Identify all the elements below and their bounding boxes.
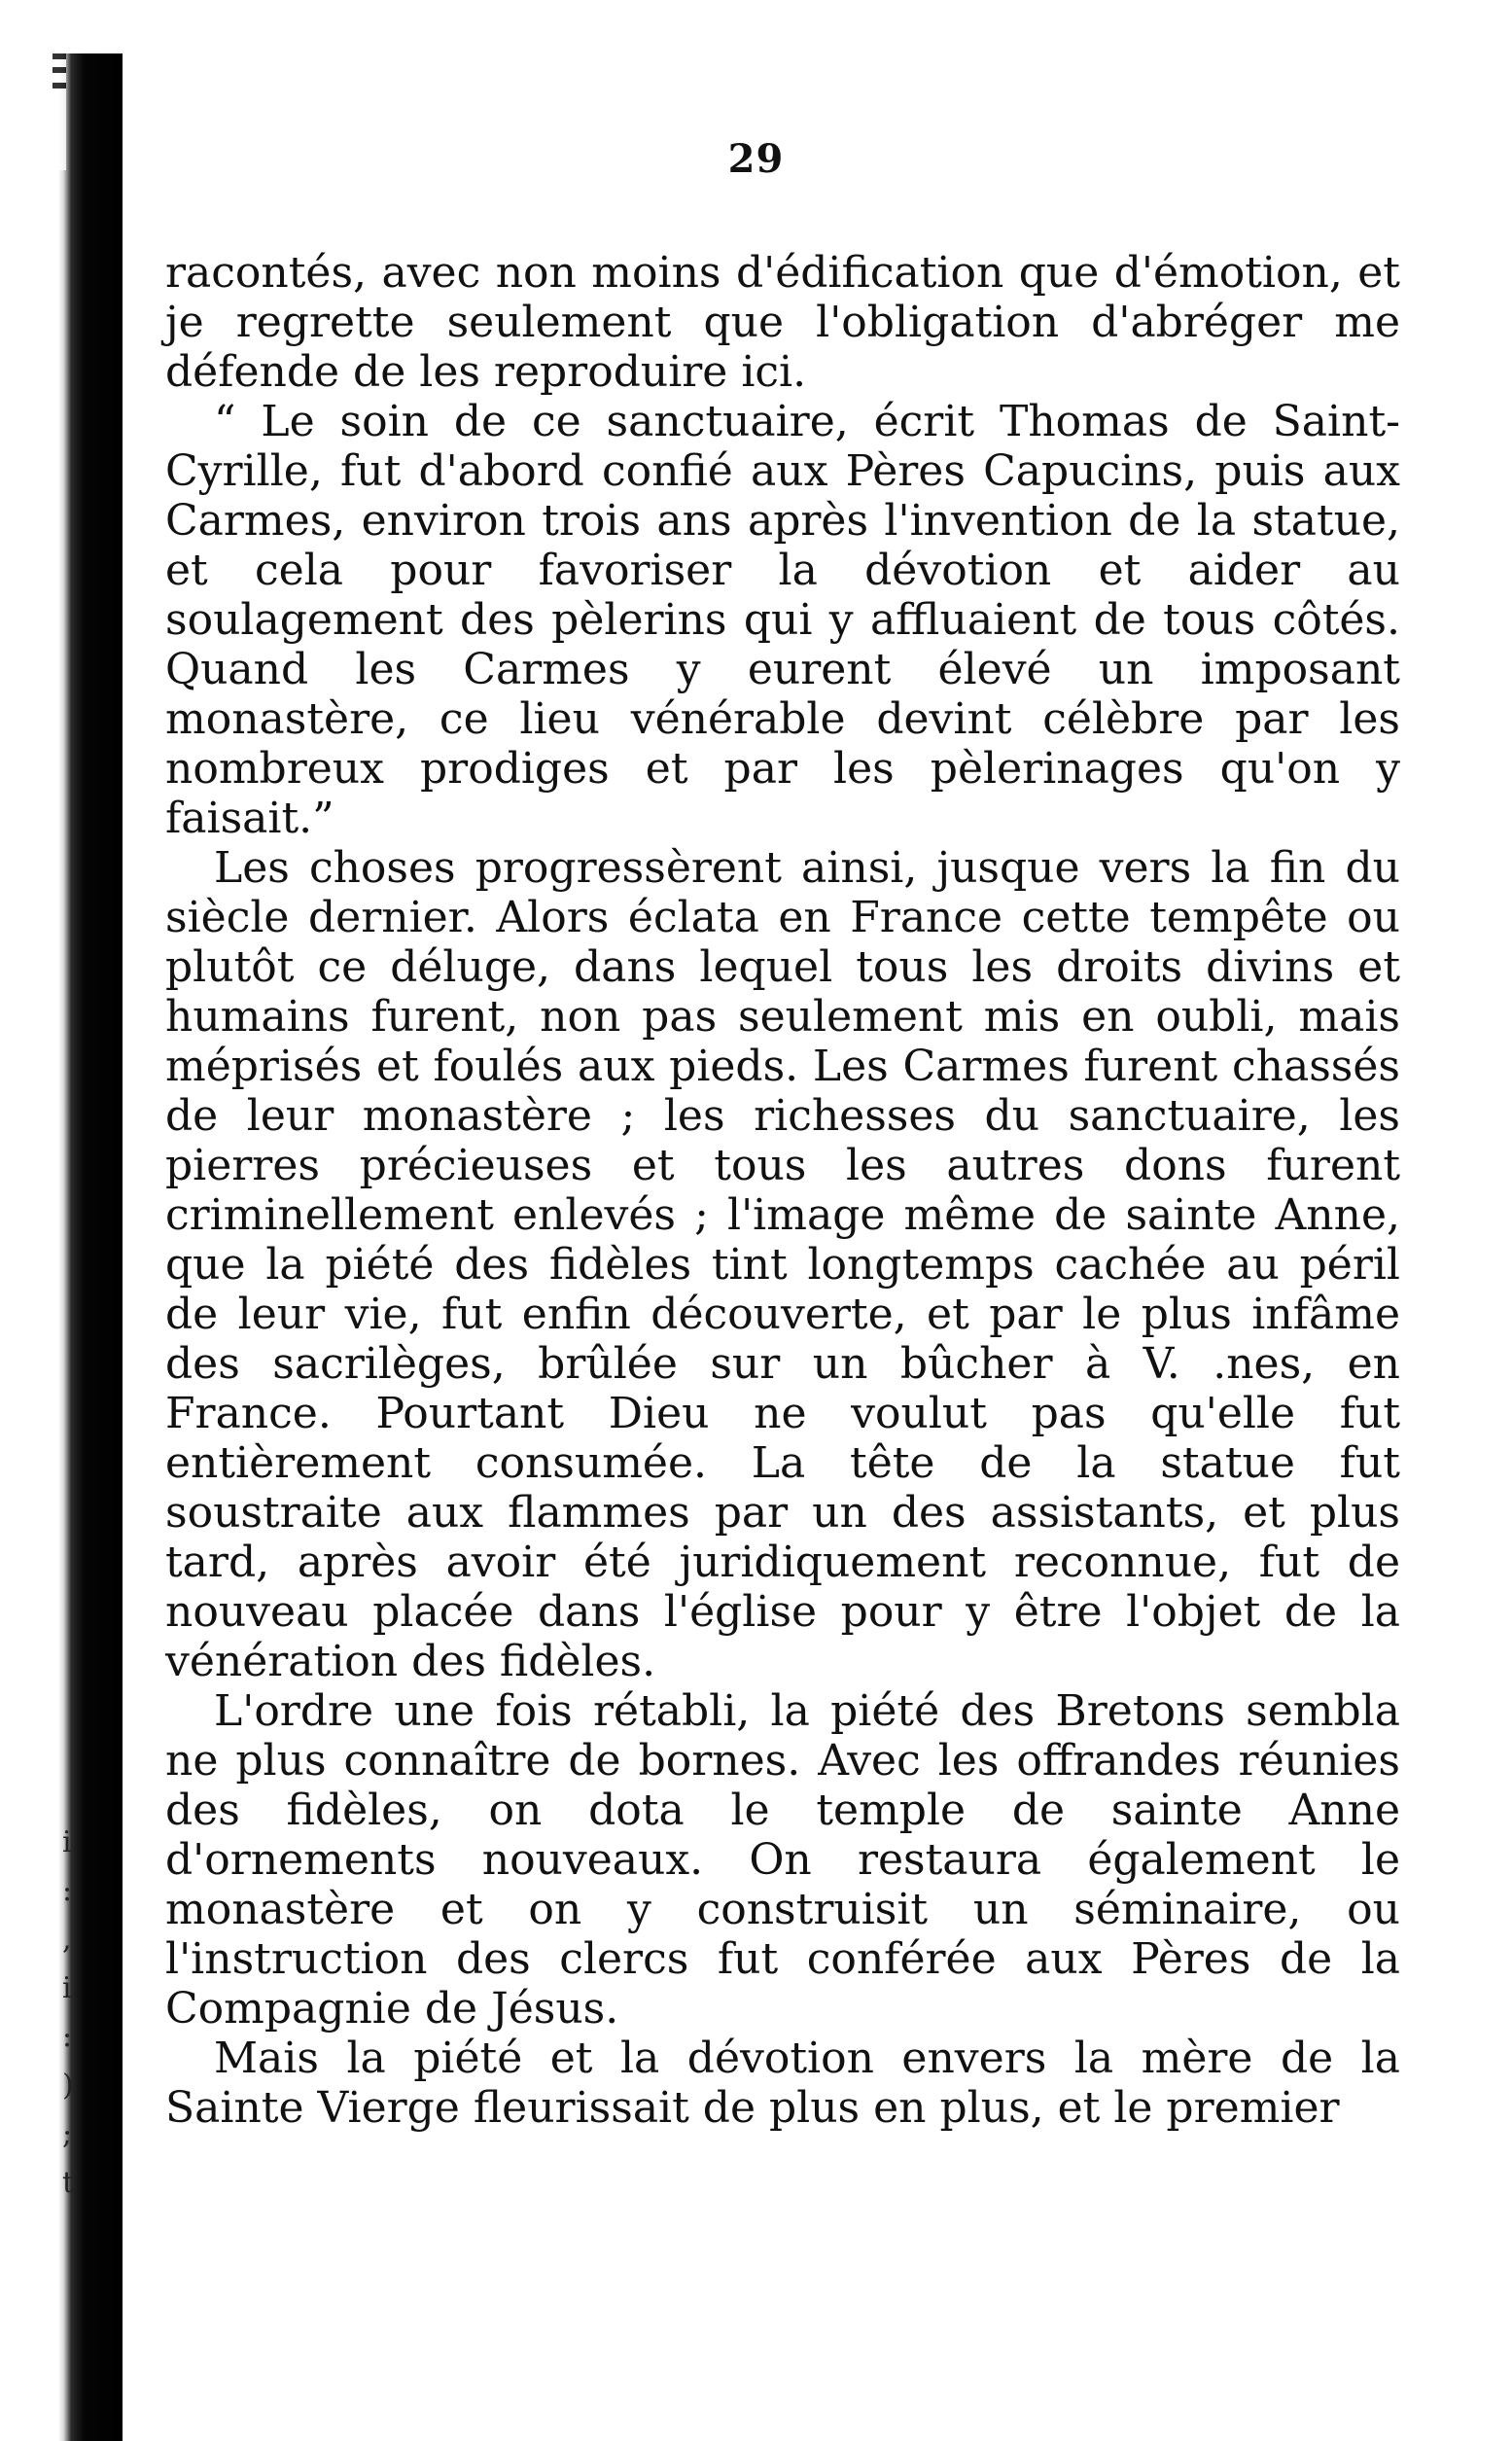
margin-mark: : bbox=[62, 1874, 73, 1908]
body-text bbox=[165, 248, 1400, 2133]
margin-mark: ; bbox=[62, 2117, 73, 2151]
margin-marks bbox=[0, 1825, 75, 2237]
paragraph: L'ordre une fois rétabli, la piété des Bretons sembla ne plus connaître de bornes. Avec les offrandes réunies des fidèles, on dota le temple de sainte Anne d'ornements nouveaux. On restaura également le monastère et on y construisit un séminaire, ou l'instruction des clercs fut conférée aux Pères de la Compagnie de Jésus. bbox=[165, 1686, 1400, 2034]
page-number: 29 bbox=[727, 136, 785, 182]
paragraph: racontés, avec non moins d'édification que d'émotion, et je regrette seulement que l'obligation d'abréger me défende de les reproduire ici. bbox=[165, 248, 1400, 397]
margin-mark: : bbox=[62, 2020, 73, 2054]
margin-mark: i bbox=[62, 1825, 72, 1859]
paragraph: “ Le soin de ce sanctuaire, écrit Thomas de Saint-Cyrille, fut d'abord confié aux Pères Capucins, puis aux Carmes, environ trois ans après l'invention de la statue, et cela pour favoriser la dévotion et aider au soulagement des pèlerins qui y affluaient de tous côtés. Quand les Carmes y eurent élevé un imposant monastère, ce lieu vénérable devint célèbre par les nombreux prodiges et par les pèlerinages qu'on y faisait.” bbox=[165, 397, 1400, 843]
margin-mark: , bbox=[62, 1923, 72, 1957]
paragraph: Mais la piété et la dévotion envers la mère de la Sainte Vierge fleurissait de plus en plus, et le premier bbox=[165, 2034, 1400, 2133]
margin-mark: ) bbox=[62, 2069, 74, 2103]
margin-mark: t bbox=[62, 2166, 75, 2200]
margin-mark: i bbox=[62, 1971, 72, 2005]
paragraph: Les choses progressèrent ainsi, jusque vers la fin du siècle dernier. Alors éclata en France cette tempête ou plutôt ce déluge, dans lequel tous les droits divins et humains furent, non pas seulement mis en oubli, mais méprisés et foulés aux pieds. Les Carmes furent chassés de leur monastère ; les richesses du sanctuaire, les pierres précieuses et tous les autres dons furent criminellement enlevés ; l'image même de sainte Anne, que la piété des fidèles tint longtemps cachée au péril de leur vie, fut enfin découverte, et par le plus infâme des sacrilèges, brûlée sur un bûcher à V. .nes, en France. Pourtant Dieu ne voulut pas qu'elle fut entièrement consumée. La tête de la statue fut soustraite aux flammes par un des assistants, et plus tard, après avoir été juridiquement reconnue, fut de nouveau placée dans l'église pour y être l'objet de la vénération des fidèles. bbox=[165, 843, 1400, 1686]
